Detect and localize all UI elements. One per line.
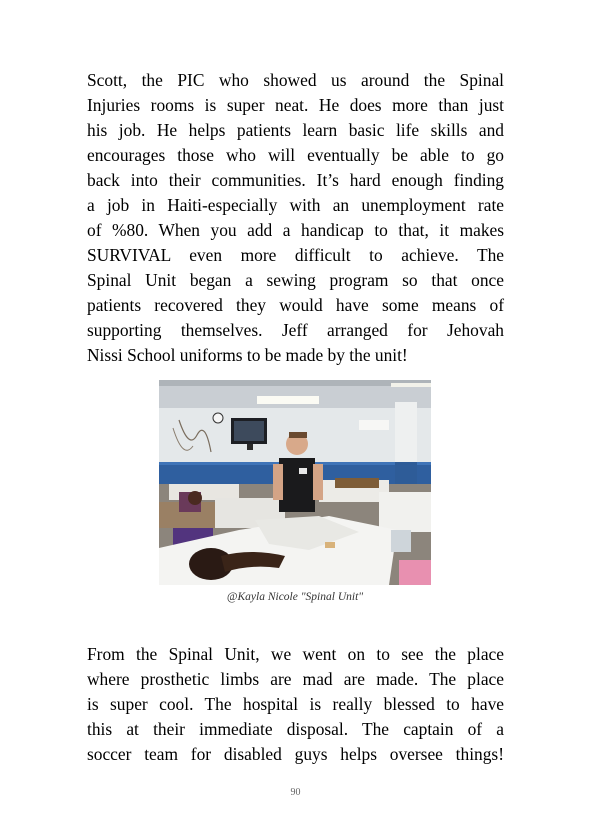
text-line: Spinal Unit began a sewing program so that once bbox=[87, 270, 504, 290]
text-line: a job in Haiti-especially with an unemployment rate bbox=[87, 195, 504, 215]
text-line: Injuries rooms is super neat. He does more than just bbox=[87, 95, 504, 115]
paragraph-spinal-injuries bbox=[87, 68, 504, 368]
paragraph-prosthetics bbox=[87, 642, 504, 767]
text-line: his job. He helps patients learn basic life skills and bbox=[87, 120, 504, 140]
page-number: 90 bbox=[290, 787, 301, 798]
text-line: supporting themselves. Jeff arranged for Jehovah bbox=[87, 320, 504, 340]
text-line: patients recovered they would have some means of bbox=[87, 295, 504, 315]
text-line: soccer team for disabled guys helps oversee things! bbox=[87, 744, 504, 764]
photo-caption: @Kayla Nicole "Spinal Unit" bbox=[226, 591, 364, 603]
text-line: this at their immediate disposal. The captain of a bbox=[87, 719, 504, 739]
text-line: where prosthetic limbs are mad are made. The place bbox=[87, 669, 504, 689]
text-line: Scott, the PIC who showed us around the Spinal bbox=[87, 70, 504, 90]
spinal-unit-photo bbox=[159, 380, 431, 585]
text-line: of %80. When you add a handicap to that, it makes bbox=[87, 220, 504, 240]
text-line: From the Spinal Unit, we went on to see the place bbox=[87, 644, 504, 664]
text-line: back into their communities. It’s hard enough finding bbox=[87, 170, 504, 190]
text-line: encourages those who will eventually be able to go bbox=[87, 145, 504, 165]
text-line: Nissi School uniforms to be made by the unit! bbox=[87, 345, 408, 365]
text-line: SURVIVAL even more difficult to achieve. The bbox=[87, 245, 504, 265]
text-line: is super cool. The hospital is really blessed to have bbox=[87, 694, 504, 714]
